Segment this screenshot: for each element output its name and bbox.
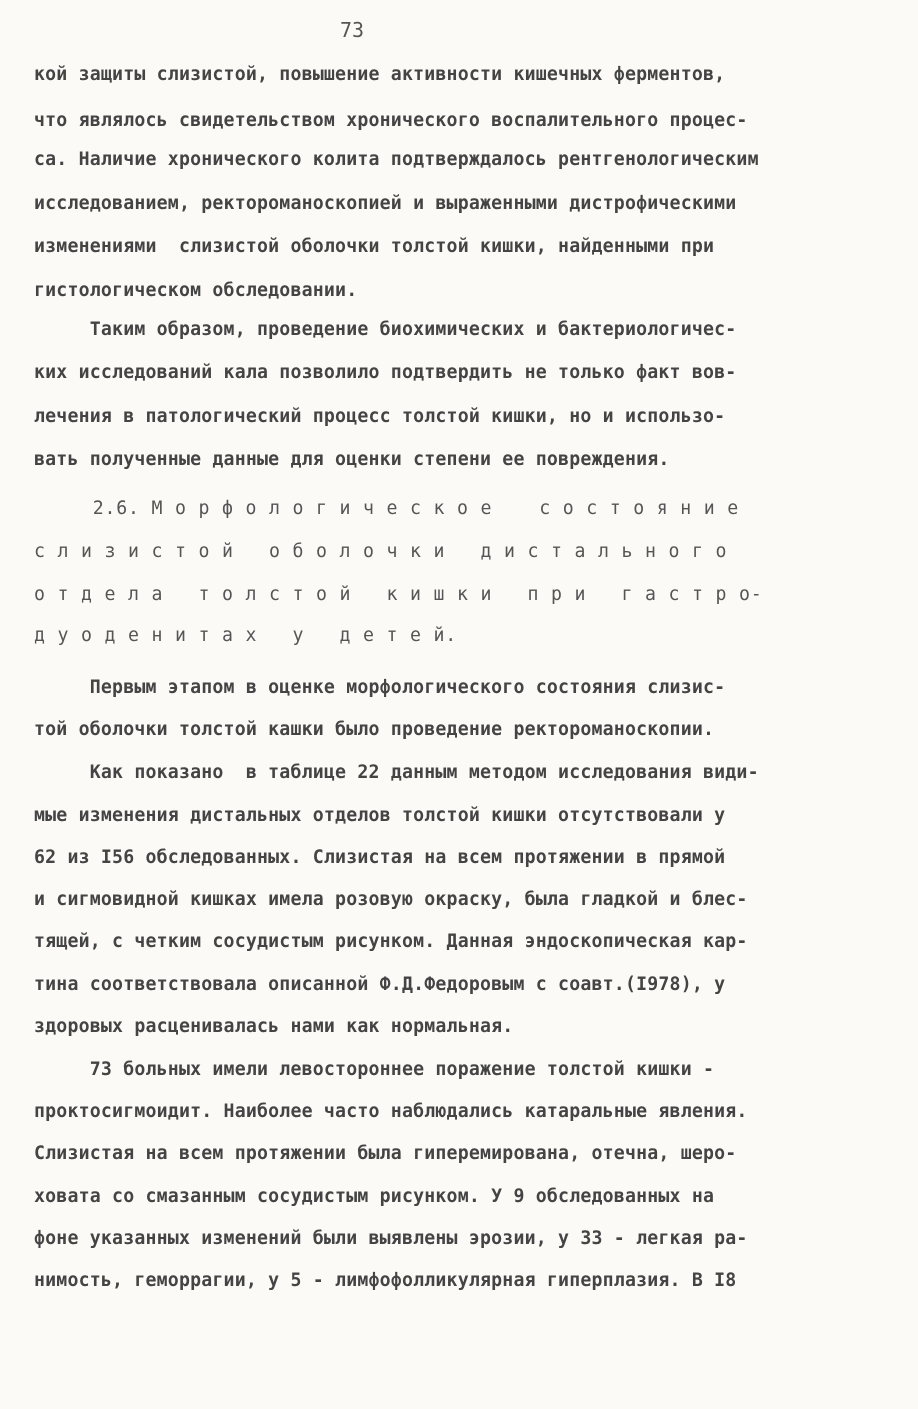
- page-number: 73: [340, 18, 365, 42]
- text-line: исследованием, ректороманоскопией и выраженными дистрофическими: [34, 193, 737, 214]
- section-heading-line: д у о д е н и т а х у д е т е й.: [34, 625, 457, 646]
- text-line: проктосигмоидит. Наиболее часто наблюдались катаральные явления.: [34, 1101, 748, 1122]
- section-heading-line: с л и з и с т о й о б о л о ч к и д и с т а л ь н о г о: [34, 541, 728, 562]
- text-line: ких исследований кала позволило подтвердить не только факт вов-: [34, 362, 737, 383]
- text-line: нимость, геморрагии, у 5 - лимфофолликулярная гиперплазия. В I8: [34, 1270, 737, 1291]
- text-line: что являлось свидетельством хронического воспалительного процес-: [34, 110, 748, 131]
- text-line: са. Наличие хронического колита подтверждалось рентгенологическим: [34, 149, 759, 170]
- text-line: ховата со смазанным сосудистым рисунком. У 9 обследованных на: [34, 1186, 715, 1207]
- text-line: Первым этапом в оценке морфологического состояния слизис-: [34, 677, 726, 698]
- section-heading-line: о т д е л а т о л с т о й к и ш к и п р и г а с т р о-: [34, 584, 763, 605]
- text-line: Слизистая на всем протяжении была гиперемирована, отечна, шеро-: [34, 1143, 737, 1164]
- text-line: вать полученные данные для оценки степени ее повреждения.: [34, 449, 670, 470]
- text-line: той оболочки толстой кашки было проведение ректороманоскопии.: [34, 719, 715, 740]
- text-line: и сигмовидной кишках имела розовую окраску, была гладкой и блес-: [34, 889, 748, 910]
- text-line: гистологическом обследовании.: [34, 280, 358, 301]
- text-line: тина соответствовала описанной Ф.Д.Федоровым с соавт.(I978), у: [34, 974, 726, 995]
- text-line: мые изменения дистальных отделов толстой кишки отсутствовали у: [34, 805, 726, 826]
- text-line: тящей, с четким сосудистым рисунком. Данная эндоскопическая кар-: [34, 931, 748, 952]
- text-line: 62 из I56 обследованных. Слизистая на всем протяжении в прямой: [34, 847, 726, 868]
- text-line: 73 больных имели левостороннее поражение толстой кишки -: [34, 1059, 715, 1080]
- text-line: кой защиты слизистой, повышение активности кишечных ферментов,: [34, 64, 726, 85]
- section-heading-line: 2.6. М о р ф о л о г и ч е с к о е с о с т о я н и е: [34, 498, 739, 519]
- text-line: фоне указанных изменений были выявлены эрозии, у 33 - легкая ра-: [34, 1228, 748, 1249]
- text-line: Таким образом, проведение биохимических и бактериологичес-: [34, 319, 737, 340]
- text-line: здоровых расценивалась нами как нормальная.: [34, 1016, 514, 1037]
- text-line: Как показано в таблице 22 данным методом исследования види-: [34, 762, 759, 783]
- text-line: изменениями слизистой оболочки толстой кишки, найденными при: [34, 236, 715, 257]
- text-line: лечения в патологический процесс толстой кишки, но и использо-: [34, 406, 726, 427]
